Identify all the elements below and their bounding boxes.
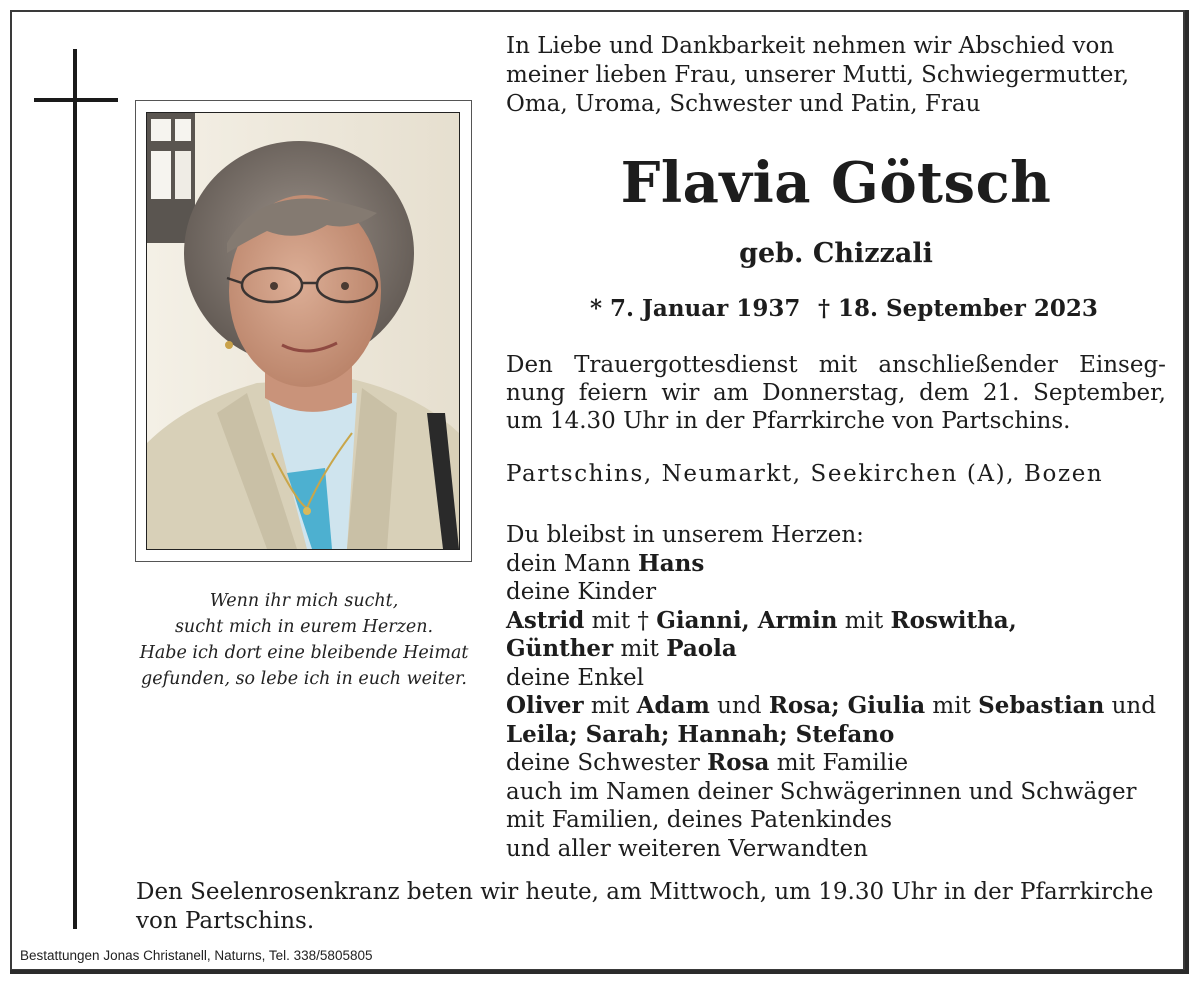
- border-shadow-right: [1185, 10, 1189, 972]
- undertaker-credit: Bestattungen Jonas Christanell, Naturns, Tel. 338/5805805: [20, 948, 373, 963]
- cross-horizontal-bar: [34, 98, 118, 102]
- family-text: deine Schwester: [506, 750, 708, 776]
- service-word: September,: [1033, 380, 1166, 406]
- service-word: nung: [506, 380, 566, 406]
- service-line-3: um 14.30 Uhr in der Pfarrkirche von Partschins.: [506, 408, 1071, 434]
- service-word: Einseg-: [1079, 352, 1166, 378]
- maiden-name: geb. Chizzali: [739, 238, 933, 269]
- intro-line: meiner lieben Frau, unserer Mutti, Schwiegermutter,: [506, 62, 1130, 88]
- service-line-1: [506, 351, 1166, 379]
- family-children-label: deine Kinder: [506, 579, 657, 605]
- family-text: mit: [613, 636, 667, 662]
- family-text: mit Familie: [769, 750, 909, 776]
- rosary-announcement: [136, 878, 1176, 936]
- service-line-2: [506, 379, 1166, 407]
- birth-date: * 7. Januar 1937: [590, 295, 801, 322]
- intro-line: In Liebe und Dankbarkeit nehmen wir Abschied von: [506, 33, 1115, 59]
- family-list: [506, 521, 1166, 863]
- family-name: Hans: [638, 549, 705, 577]
- cross-vertical-bar: [73, 49, 77, 929]
- rosary-line: von Partschins.: [136, 908, 315, 934]
- border-shadow-bottom: [10, 970, 1189, 974]
- family-name: Rosa: [707, 749, 770, 776]
- service-word: Trauergottesdienst: [574, 352, 798, 378]
- family-text: und: [709, 693, 769, 719]
- family-inlaws: auch im Namen deiner Schwägerinnen und Schwäger: [506, 778, 1137, 805]
- family-text: dein Mann: [506, 550, 639, 577]
- family-husband: [506, 550, 1166, 579]
- family-text: mit: [583, 693, 637, 719]
- service-word: wir: [661, 380, 700, 406]
- family-name: Sebastian: [978, 692, 1105, 719]
- quote-line: gefunden, so lebe ich in euch weiter.: [141, 669, 467, 689]
- family-text: und: [1104, 693, 1156, 719]
- family-name: Oliver: [506, 692, 584, 719]
- family-children-row: [506, 635, 1166, 664]
- service-word: am: [713, 380, 749, 406]
- service-word: anschließender: [878, 352, 1058, 378]
- family-grandchildren-row: [506, 721, 1166, 750]
- family-relatives: und aller weiteren Verwandten: [506, 835, 868, 862]
- intro-line: Oma, Uroma, Schwester und Patin, Frau: [506, 91, 981, 117]
- family-name: Günther: [506, 635, 614, 662]
- family-name: Adam: [636, 692, 710, 719]
- portrait-photo: [146, 112, 460, 550]
- deceased-name: Flavia Götsch: [620, 150, 1052, 216]
- family-name: Roswitha,: [890, 606, 1017, 634]
- family-text: mit: [925, 693, 979, 719]
- service-word: dem: [919, 380, 970, 406]
- service-word: 21.: [982, 380, 1020, 406]
- service-word: Den: [506, 352, 553, 378]
- family-grandchildren-label: deine Enkel: [506, 664, 644, 691]
- places-of-mourners: Partschins, Neumarkt, Seekirchen (A), Bozen: [506, 461, 1104, 487]
- service-word: mit: [818, 352, 858, 378]
- family-heading: Du bleibst in unserem Herzen:: [506, 522, 864, 548]
- memorial-quote: [120, 588, 488, 692]
- service-word: feiern: [578, 380, 648, 406]
- quote-line: sucht mich in eurem Herzen.: [174, 617, 434, 637]
- quote-line: Habe ich dort eine bleibende Heimat: [139, 643, 469, 663]
- family-name: Paola: [666, 635, 737, 662]
- rosary-line: Den Seelenrosenkranz beten wir heute, am Mittwoch, um 19.30 Uhr in der Pfarrkirche: [136, 879, 1154, 905]
- family-children-row: [506, 607, 1166, 636]
- intro-text: [506, 32, 1166, 119]
- family-text: mit †: [584, 607, 657, 634]
- family-name: Leila; Sarah; Hannah; Stefano: [506, 720, 895, 748]
- family-text: mit: [837, 607, 891, 634]
- portrait-frame: [135, 100, 472, 562]
- quote-line: Wenn ihr mich sucht,: [209, 591, 399, 611]
- family-sister: [506, 749, 1166, 778]
- family-godchild: mit Familien, deines Patenkindes: [506, 807, 893, 833]
- family-name: Astrid: [506, 606, 585, 634]
- family-grandchildren-row: [506, 692, 1166, 721]
- family-name: Armin: [749, 606, 838, 634]
- family-name: Gianni,: [656, 606, 750, 634]
- funeral-service-text: [506, 351, 1166, 435]
- service-word: Donnerstag,: [762, 380, 906, 406]
- family-name: Rosa; Giulia: [768, 692, 926, 719]
- death-date: † 18. September 2023: [818, 295, 1098, 322]
